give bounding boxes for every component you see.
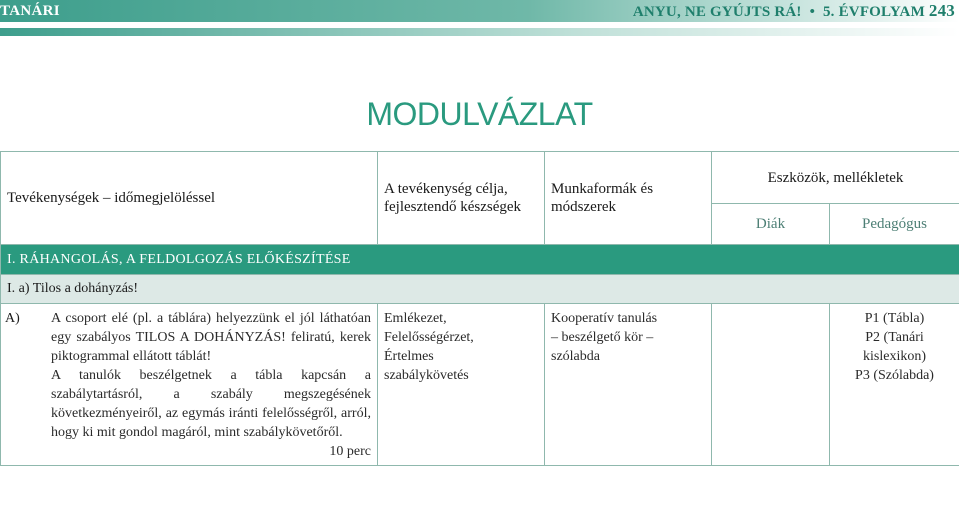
section-heading: I. RÁHANGOLÁS, A FELDOLGOZÁS ELŐKÉSZÍTÉSE (1, 245, 959, 275)
page-header-bar (0, 0, 959, 22)
header-series-title: ANYU, NE GYÚJTS RÁ! (632, 4, 802, 20)
teacher-tool-item: kislexikon) (863, 349, 926, 364)
header-decoration (0, 28, 959, 36)
teacher-tool-item: P1 (Tábla) (864, 311, 925, 326)
method-item: – beszélgető kör – (551, 330, 654, 345)
header-right (633, 0, 955, 22)
teacher-tool-item: P2 (Tanári (865, 330, 924, 345)
header-separator: • (809, 4, 816, 20)
table-row (1, 304, 959, 466)
student-tools-cell (712, 304, 830, 466)
page-title: MODULVÁZLAT (366, 96, 593, 132)
activity-paragraph-1: A csoport elé (pl. a táblára) helyezzünk el jól láthatóan egy szabályos TILOS A DOHÁNYZÁS! feliratú, kerek piktogrammal ellátott táblát! (51, 311, 371, 364)
header-left-label: TANÁRI (0, 3, 60, 19)
goal-cell (378, 304, 545, 466)
activity-description (51, 309, 371, 461)
header-method (545, 152, 712, 245)
method-item: szólabda (551, 349, 600, 364)
header-goal (378, 152, 545, 245)
goal-item: Értelmes (384, 349, 434, 364)
header-method-line1: Munkaformák és (551, 181, 654, 197)
header-student: Diák (712, 204, 830, 245)
teacher-tools-cell (830, 304, 959, 466)
header-goal-line2: fejlesztendő készségek (384, 199, 522, 215)
header-teacher: Pedagógus (830, 204, 959, 245)
activity-cell (1, 304, 378, 466)
method-cell (545, 304, 712, 466)
module-outline-table (0, 151, 959, 466)
goal-item: szabálykövetés (384, 368, 469, 383)
header-grade: 5. ÉVFOLYAM (822, 4, 925, 20)
activity-label: A) (5, 311, 20, 326)
subsection-heading: I. a) Tilos a dohányzás! (1, 275, 959, 304)
teacher-tool-item: P3 (Szólabda) (855, 368, 934, 383)
activity-time: 10 perc (329, 444, 371, 459)
page-number: 243 (928, 1, 955, 20)
header-goal-line1: A tevékenység célja, (384, 181, 508, 197)
header-activities: Tevékenységek – időmegjelöléssel (1, 152, 378, 245)
method-item: Kooperatív tanulás (551, 311, 658, 326)
header-method-line2: módszerek (551, 199, 616, 215)
header-tools: Eszközök, mellékletek (712, 152, 959, 204)
goal-item: Emlékezet, (384, 311, 447, 326)
activity-paragraph-2: A tanulók beszélgetnek a tábla kapcsán a szabálytartásról, a szabály megszegésének következményeiről, az egymás iránti felelősségről, arról, hogy ki mit gondol magáról, mint szabálykövetőről. (51, 368, 371, 440)
goal-item: Felelősségérzet, (384, 330, 474, 345)
